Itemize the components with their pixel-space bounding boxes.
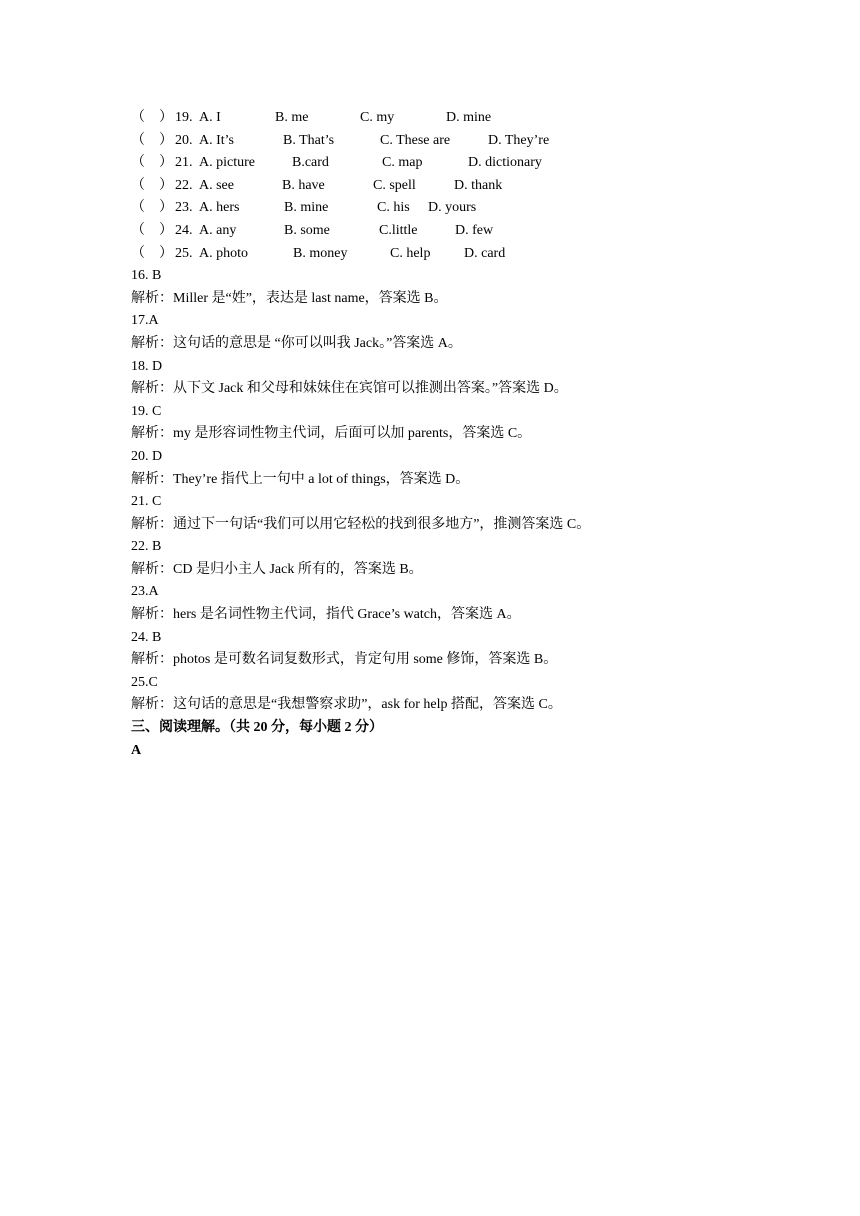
answer-explanation: 解析：CD 是归小主人 Jack 所有的，答案选 B。 [131,561,423,577]
option-d: D. card [464,245,506,261]
question-row [131,152,831,175]
option-a: A. hers [199,200,240,216]
option-a: A. any [199,222,237,238]
question-number: 25. [175,245,193,261]
answer-key: 20. D [131,448,163,464]
option-d: D. dictionary [468,155,542,171]
answer-list [131,265,831,717]
question-row [131,220,831,243]
answer-key: 18. D [131,358,163,374]
option-d: D. mine [446,110,492,125]
answer-key: 16. B [131,268,162,284]
answer-explanation: 解析：Miller 是“姓”，表达是 last name，答案选 B。 [131,290,448,306]
option-b: B. mine [284,200,329,216]
option-d: D. thank [454,177,503,193]
option-a: A. see [199,177,234,193]
answer-blank: （ ） [131,222,173,238]
answer-explanation: 解析：这句话的意思是“我想警察求助”，ask for help 搭配，答案选 C。 [131,697,562,713]
question-list [131,107,831,265]
option-a: A. picture [199,155,255,171]
section-heading: 三、阅读理解。（共 20 分，每小题 2 分） [131,720,383,736]
option-a: A. It’s [199,132,234,148]
option-b: B. have [282,177,325,193]
option-d: D. few [455,222,494,238]
option-c: C. spell [373,177,416,193]
answer-key: 25.C [131,674,158,690]
option-b: B. money [293,245,348,261]
option-d: D. They’re [488,132,550,148]
answer-explanation: 解析：They’re 指代上一句中 a lot of things，答案选 D。 [131,471,470,487]
option-a: A. I [199,110,221,125]
answer-blank: （ ） [131,200,173,216]
option-a: A. photo [199,245,248,261]
answer-blank: （ ） [131,177,173,193]
answer-blank: （ ） [131,155,173,171]
document-page [131,107,831,762]
question-number: 22. [175,177,193,193]
option-c: C. my [360,110,395,125]
answer-explanation: 解析：这句话的意思是 “你可以叫我 Jack。”答案选 A。 [131,335,462,351]
option-b: B. That’s [283,132,335,148]
question-number: 19. [175,110,193,125]
answer-blank: （ ） [131,132,173,148]
answer-key: 17.A [131,313,159,329]
answer-explanation: 解析：通过下一句话“我们可以用它轻松的找到很多地方”，推测答案选 C。 [131,516,591,532]
question-number: 23. [175,200,193,216]
answer-key: 21. C [131,494,162,510]
question-row [131,130,831,153]
answer-explanation: 解析：从下文 Jack 和父母和妹妹住在宾馆可以推测出答案。”答案选 D。 [131,381,568,397]
passage-label: A [131,742,142,758]
option-d: D. yours [428,200,477,216]
answer-explanation: 解析：photos 是可数名词复数形式，肯定句用 some 修饰，答案选 B。 [131,652,558,668]
answer-explanation: 解析：my 是形容词性物主代词，后面可以加 parents，答案选 C。 [131,426,532,442]
question-row [131,175,831,198]
option-c: C.little [379,222,418,238]
option-b: B. me [275,110,309,125]
option-c: C. These are [380,132,451,148]
option-b: B.card [292,155,329,171]
answer-key: 23.A [131,584,159,600]
question-number: 21. [175,155,193,171]
answer-key: 22. B [131,539,162,555]
answer-blank: （ ） [131,245,173,261]
question-row [131,107,831,130]
answer-explanation: 解析：hers 是名词性物主代词，指代 Grace’s watch，答案选 A。 [131,607,521,623]
option-b: B. some [284,222,330,238]
option-c: C. help [390,245,431,261]
option-c: C. his [377,200,410,216]
answer-key: 24. B [131,629,162,645]
question-row [131,197,831,220]
option-c: C. map [382,155,423,171]
answer-blank: （ ） [131,110,173,125]
answer-key: 19. C [131,403,162,419]
question-row [131,243,831,266]
question-number: 20. [175,132,193,148]
question-number: 24. [175,222,193,238]
